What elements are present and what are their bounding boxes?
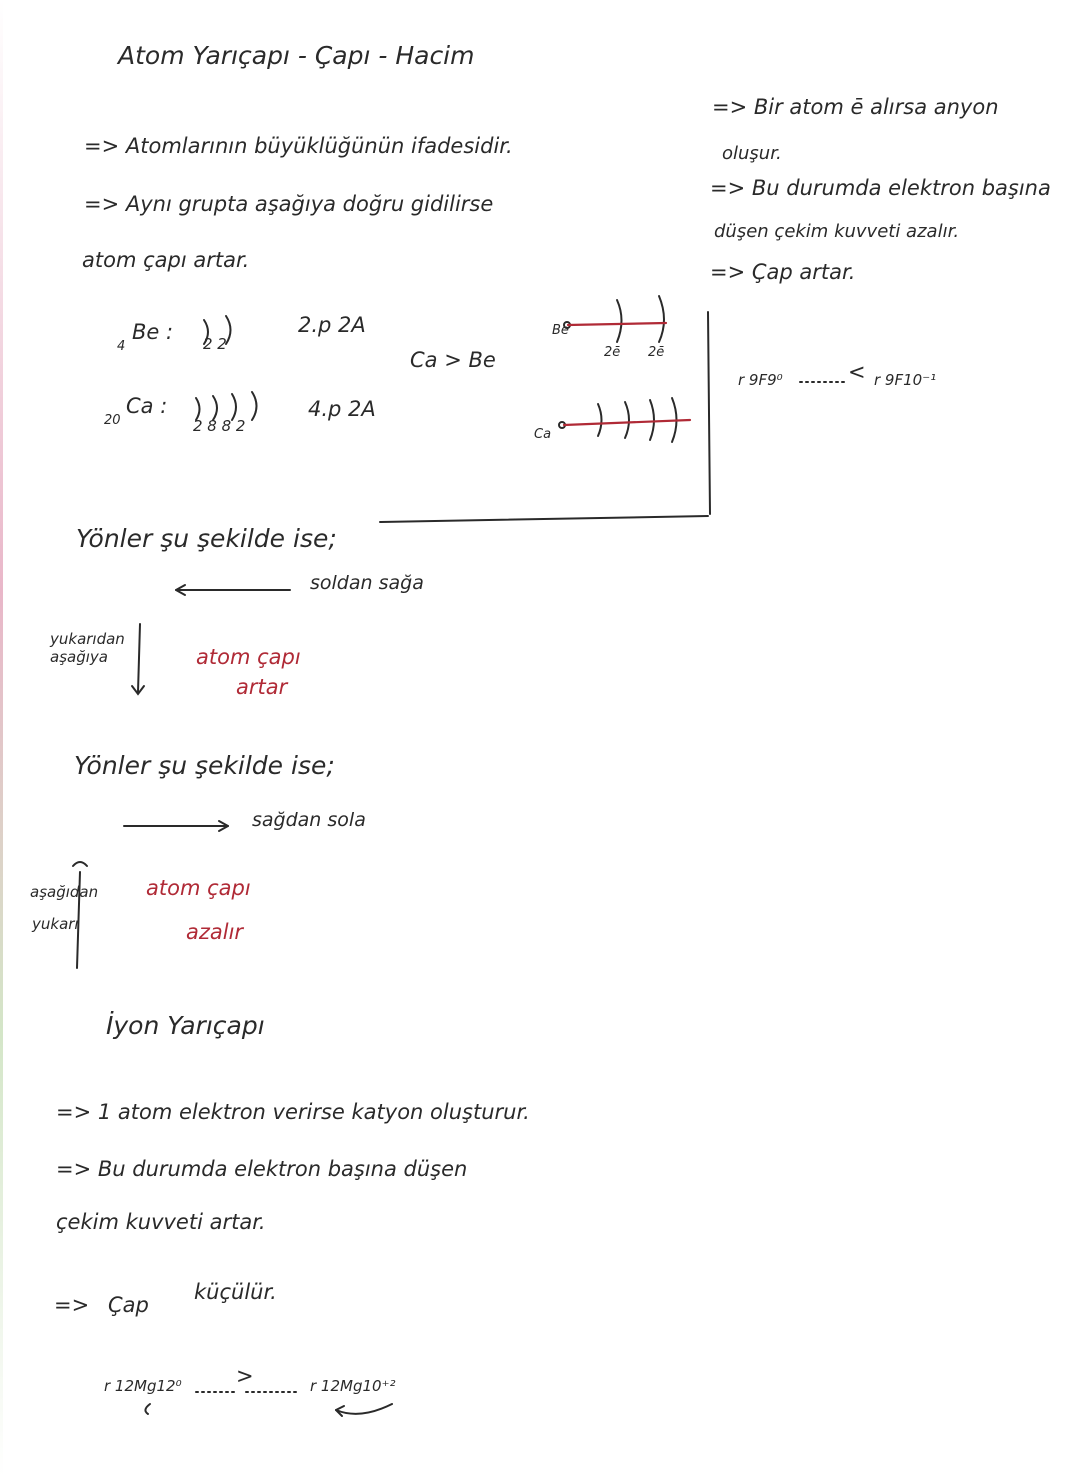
direction-2-vertical-2: yukarı	[32, 915, 79, 933]
fluoride-ion: r 9F10⁻¹	[874, 371, 937, 389]
right-line-3: => Bu durumda elektron başına	[710, 176, 1051, 200]
page-title: Atom Yarıçapı - Çapı - Hacim	[118, 41, 475, 70]
ion-heading: İyon Yarıçapı	[106, 1011, 265, 1040]
be-shells: 2 2	[203, 335, 227, 353]
right-line-4: düşen çekim kuvveti azalır.	[714, 221, 960, 242]
direction-1-result-1: atom çapı	[196, 645, 301, 669]
ion-line-4-result: küçülür.	[194, 1280, 277, 1304]
ca-be-comparison: Ca > Be	[410, 348, 496, 372]
direction-2-result-2: azalır	[186, 920, 244, 944]
right-line-5: => Çap artar.	[710, 260, 856, 284]
direction-2-horizontal: sağdan sola	[252, 809, 366, 831]
ion-line-3: çekim kuvveti artar.	[56, 1210, 266, 1234]
fluorine-comparison: <	[848, 360, 866, 384]
note-line-2: => Aynı grupta aşağıya doğru gidilirse	[84, 192, 494, 216]
ion-line-4-word: Çap	[108, 1293, 149, 1317]
ca-symbol: Ca :	[126, 394, 168, 418]
figure-be-electrons-2: 2ē	[648, 345, 665, 360]
direction-1-heading: Yönler şu şekilde ise;	[76, 524, 337, 553]
figure-be-electrons-1: 2ē	[604, 345, 621, 360]
magnesium-comparison: >	[236, 1364, 254, 1388]
right-line-2: oluşur.	[722, 143, 782, 164]
direction-1-vertical: yukarıdan aşağıya	[50, 630, 125, 666]
ion-line-4-arrow: =>	[54, 1293, 90, 1317]
direction-1-result-2: artar	[236, 675, 288, 699]
direction-2-result-1: atom çapı	[146, 876, 251, 900]
magnesium-atom: r 12Mg12⁰	[104, 1377, 182, 1395]
magnesium-ion: r 12Mg10⁺²	[310, 1377, 396, 1395]
direction-2-heading: Yönler şu şekilde ise;	[74, 751, 335, 780]
figure-ca-label: Ca	[534, 427, 552, 442]
be-atomic-number: 4	[117, 339, 126, 354]
note-line-3: atom çapı artar.	[82, 248, 250, 272]
ca-period-group: 4.p 2A	[308, 397, 376, 421]
fluorine-atom: r 9F9⁰	[738, 371, 783, 389]
ion-line-1: => 1 atom elektron verirse katyon oluşturur.	[56, 1100, 530, 1124]
be-symbol: Be :	[132, 320, 174, 344]
ca-shells: 2 8 8 2	[193, 417, 246, 435]
ion-line-2: => Bu durumda elektron başına düşen	[56, 1157, 468, 1181]
ca-atomic-number: 20	[104, 413, 121, 428]
figure-be-label: Be	[552, 323, 569, 338]
note-line-1: => Atomlarının büyüklüğünün ifadesidir.	[84, 134, 513, 158]
direction-1-horizontal: soldan sağa	[310, 572, 424, 594]
direction-2-vertical-1: aşağıdan	[30, 883, 99, 901]
right-line-1: => Bir atom ē alırsa anyon	[712, 95, 999, 119]
be-period-group: 2.p 2A	[298, 313, 366, 337]
